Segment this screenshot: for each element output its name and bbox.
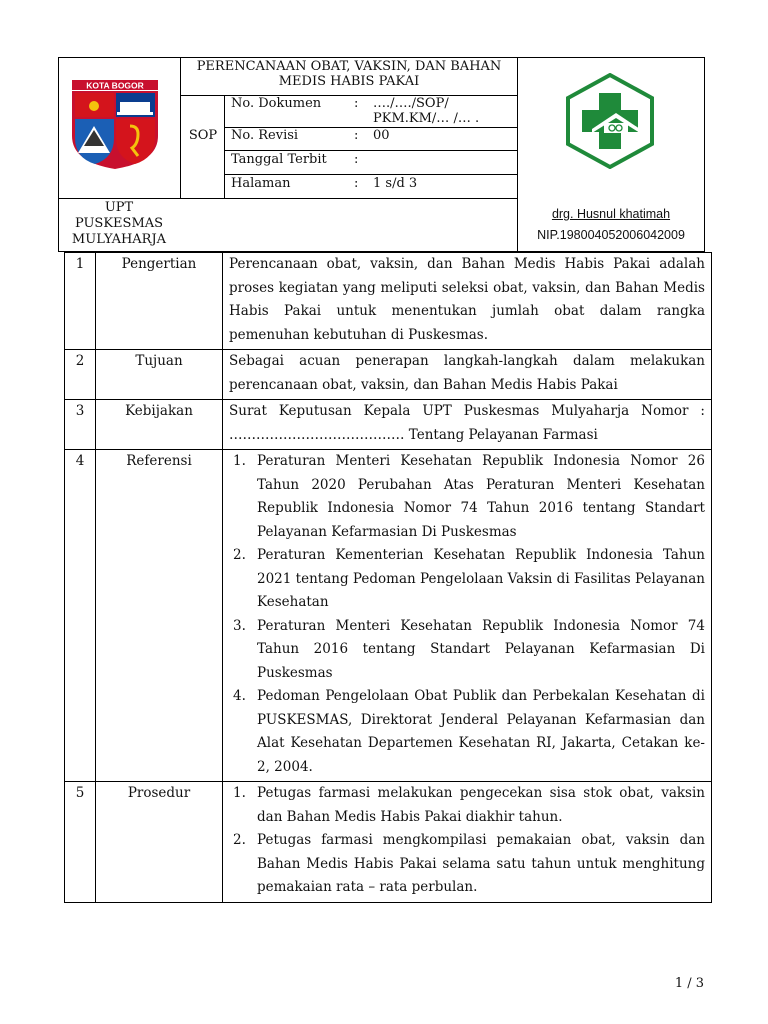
- list-item: 3. Peraturan Menteri Kesehatan Republik Indonesia Nomor 74 Tahun 2016 tentang Standart Pelayanan Kefarmasian Di Puskesmas: [233, 617, 705, 681]
- section-number: 2: [65, 350, 96, 400]
- puskesmas-logo: [564, 73, 656, 169]
- sop-label: SOP: [188, 128, 218, 143]
- list-item-text: Petugas farmasi mengkompilasi pemakaian obat, vaksin dan Bahan Medis Habis Pakai selama satu tahun untuk menghitung pemakaian rata – rata perbulan.: [257, 832, 705, 895]
- row-label-rev: No. Revisi: [231, 128, 299, 143]
- list-item-text: Peraturan Menteri Kesehatan Republik Indonesia Nomor 26 Tahun 2020 Perubahan Atas Peraturan Menteri Kesehatan Republik Indonesia Nomor 74 Tahun 2016 tentang Standart Pelayanan Kefarmasian Di Puskesmas: [257, 453, 705, 540]
- section-label: Referensi: [96, 450, 223, 782]
- logo-text: KOTA BOGOR: [86, 80, 144, 91]
- list-item-text: Pedoman Pengelolaan Obat Publik dan Perbekalan Kesehatan di PUSKESMAS, Direktorat Jenderal Pelayanan Kefarmasian dan Alat Kesehatan Departemen Kesehatan RI, Jakarta, Cetakan ke-2, 2004.: [257, 688, 705, 775]
- procedure-list: [227, 782, 705, 900]
- section-row: [65, 450, 712, 782]
- reference-list: [227, 450, 705, 779]
- kota-bogor-logo: [70, 78, 160, 170]
- signer-nip: NIP.198004052006042009: [537, 228, 685, 242]
- unit-name: UPT PUSKESMAS MULYAHARJA: [71, 200, 167, 247]
- row-value-rev: 00: [373, 128, 390, 143]
- section-label: Kebijakan: [96, 400, 223, 450]
- row-label-doc: No. Dokumen: [231, 96, 322, 111]
- section-row: [65, 350, 712, 400]
- colon: :: [354, 176, 359, 191]
- section-label: Prosedur: [96, 782, 223, 903]
- section-text: Sebagai acuan penerapan langkah-langkah dalam melakukan perencanaan obat, vaksin, dan Bahan Medis Habis Pakai: [223, 350, 712, 400]
- list-item-text: Peraturan Kementerian Kesehatan Republik Indonesia Tahun 2021 tentang Pedoman Pengelolaan Vaksin di Fasilitas Pelayanan Kesehatan: [257, 547, 705, 610]
- section-number: 1: [65, 253, 96, 350]
- section-text: Perencanaan obat, vaksin, dan Bahan Medis Habis Pakai adalah proses kegiatan yang meliputi seleksi obat, vaksin, dan Bahan Medis Habis Pakai untuk menentukan jumlah obat dalam rangka pemenuhan kebutuhan di Puskesmas.: [223, 253, 712, 350]
- section-number: 5: [65, 782, 96, 903]
- row-value-doc: …./…./SOP/ PKM.KM/… /… .: [373, 96, 480, 126]
- signer-name: drg. Husnul khatimah: [551, 207, 671, 221]
- list-item: 1. Peraturan Menteri Kesehatan Republik Indonesia Nomor 26 Tahun 2020 Perubahan Atas Peraturan Menteri Kesehatan Republik Indonesia Nomor 74 Tahun 2016 tentang Standart Pelayanan Kefarmasian Di Puskesmas: [233, 453, 705, 540]
- colon: :: [354, 152, 359, 167]
- section-row: [65, 782, 712, 903]
- colon: :: [354, 128, 359, 143]
- section-label: Tujuan: [96, 350, 223, 400]
- row-value-page: 1 s/d 3: [373, 176, 418, 191]
- section-label: Pengertian: [96, 253, 223, 350]
- section-number: 3: [65, 400, 96, 450]
- section-list-cell: [223, 782, 712, 903]
- list-item: 2. Peraturan Kementerian Kesehatan Republik Indonesia Tahun 2021 tentang Pedoman Pengelolaan Vaksin di Fasilitas Pelayanan Kesehatan: [233, 547, 705, 610]
- section-row: [65, 253, 712, 350]
- list-item-text: Petugas farmasi melakukan pengecekan sisa stok obat, vaksin dan Bahan Medis Habis Pakai diakhir tahun.: [257, 785, 705, 825]
- list-item-text: Peraturan Menteri Kesehatan Republik Indonesia Nomor 74 Tahun 2016 tentang Standart Pelayanan Kefarmasian Di Puskesmas: [257, 617, 705, 681]
- sop-content-table: [64, 252, 712, 903]
- page-number: 1 / 3: [674, 976, 704, 991]
- list-item: 2. Petugas farmasi mengkompilasi pemakaian obat, vaksin dan Bahan Medis Habis Pakai selama satu tahun untuk menghitung pemakaian rata – rata perbulan.: [233, 832, 705, 895]
- colon: :: [354, 96, 359, 111]
- list-item: 4. Pedoman Pengelolaan Obat Publik dan Perbekalan Kesehatan di PUSKESMAS, Direktorat Jenderal Pelayanan Kefarmasian dan Alat Kesehatan Departemen Kesehatan RI, Jakarta, Cetakan ke-2, 2004.: [233, 688, 705, 775]
- section-row: [65, 400, 712, 450]
- row-label-date: Tanggal Terbit: [231, 152, 327, 167]
- section-text: Surat Keputusan Kepala UPT Puskesmas Mulyaharja Nomor : ………………………………… Tentang Pelayanan Farmasi: [223, 400, 712, 450]
- row-label-page: Halaman: [231, 176, 291, 191]
- list-item: 1. Petugas farmasi melakukan pengecekan sisa stok obat, vaksin dan Bahan Medis Habis Pakai diakhir tahun.: [233, 785, 705, 825]
- document-title: PERENCANAAN OBAT, VAKSIN, DAN BAHAN MEDIS HABIS PAKAI: [196, 59, 502, 89]
- section-number: 4: [65, 450, 96, 782]
- section-list-cell: [223, 450, 712, 782]
